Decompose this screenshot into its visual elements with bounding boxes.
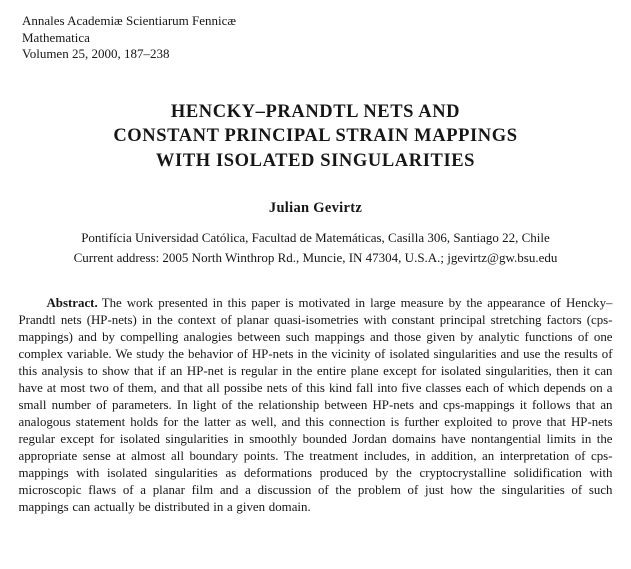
abstract-label: Abstract. [46, 296, 98, 310]
paper-title [10, 100, 621, 174]
paper-title-line-1: HENCKY–PRANDTL NETS AND [170, 101, 461, 122]
author-name: Julian Gevirtz [268, 200, 363, 216]
paper-title-line-3: WITH ISOLATED SINGULARITIES [155, 150, 476, 171]
current-address: Current address: 2005 North Winthrop Rd., Muncie, IN 47304, U.S.A.; jgevirtz@gw.bsu.edu [73, 250, 558, 265]
journal-name: Annales Academiæ Scientiarum Fennicæ [22, 13, 237, 28]
address-block [0, 228, 631, 268]
paper-title-line-2: CONSTANT PRINCIPAL STRAIN MAPPINGS [113, 126, 518, 146]
abstract [19, 295, 613, 516]
journal-header [0, 0, 631, 63]
affiliation: Pontifícia Universidad Católica, Facultad de Matemáticas, Casilla 306, Santiago 22, Chile [81, 230, 550, 245]
journal-volume-info: Volumen 25, 2000, 187–238 [22, 46, 170, 61]
abstract-text: The work presented in this paper is motivated in large measure by the appearance of Hencky–Prandtl nets (HP-nets) in the context of planar quasi-isometries with constant principal stretching factors (cps-mappings) and by compelling analogies between such mappings and those given by analytic functions of one complex variable. We study the behavior of HP-nets in the vicinity of isolated singularities and use the results of this analysis to show that if an HP-net is regular in the entire plane except for isolated singularities, then it can have at most two of them, and that all possibe nets of this kind fall into five classes each of which depends on a small number of parameters. In light of the relationship between HP-nets and cps-mappings it follows that an analogous statement holds for the latter as well, and this connection is further exploited to prove that HP-nets regular except for isolated singularities in smoothly bounded Jordan domains have nontangential limits in the appropriate sense at almost all boundary points. The treatment includes, in addition, an interpretation of cps-mappings with isolated singularities as deformations produced by the cryptocrystalline solidification with microscopic flaws of a planar film and a discussion of the problem of just how the singularities of such mappings can actually be distributed in a given domain. [18, 296, 613, 514]
journal-series: Mathematica [22, 29, 90, 45]
